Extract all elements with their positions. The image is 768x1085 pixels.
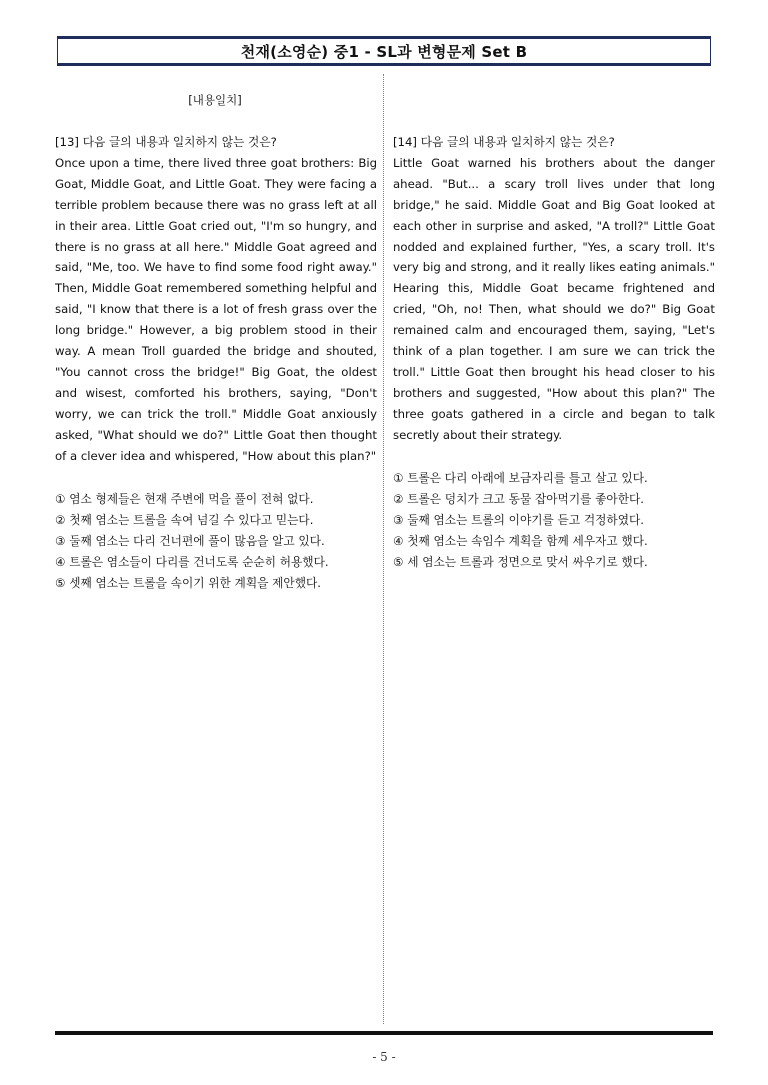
footer-rule bbox=[55, 1031, 713, 1035]
choice-13-1: ① 염소 형제들은 현재 주변에 먹을 풀이 전혀 없다. bbox=[55, 491, 314, 506]
question-14-heading: [14] 다음 글의 내용과 일치하지 않는 것은? bbox=[393, 135, 615, 149]
choice-14-2: ② 트롤은 덩치가 크고 동물 잡아먹기를 좋아한다. bbox=[393, 491, 644, 506]
section-label: [내용일치] bbox=[188, 93, 242, 107]
question-13-choices bbox=[55, 489, 377, 594]
question-13-heading: [13] 다음 글의 내용과 일치하지 않는 것은? bbox=[55, 135, 277, 149]
choice-13-2: ② 첫째 염소는 트롤을 속여 넘길 수 있다고 믿는다. bbox=[55, 512, 314, 527]
choice-13-3: ③ 둘째 염소는 다리 건너편에 풀이 많음을 알고 있다. bbox=[55, 533, 325, 548]
header-title: 천재(소영순) 중1 - SL과 변형문제 Set B bbox=[240, 42, 528, 61]
question-14-choices bbox=[393, 468, 715, 573]
question-13-passage: Once upon a time, there lived three goat brothers: Big Goat, Middle Goat, and Little Goat. They were facing a terrible problem because there was no grass left at all in their area. Little Goat cried out, "I'm so hungry, and there is no grass at all here." Middle Goat agreed and said, "Me, too. We have to find some food right away." Then, Middle Goat remembered something helpful and said, "I know that there is a lot of fresh grass over the long bridge." However, a big problem stood in their way. A mean Troll guarded the bridge and shouted, "You cannot cross the bridge!" Big Goat, the oldest and wisest, comforted his brothers, saying, "Don't worry, we can trick the troll." Middle Goat anxiously asked, "What should we do?" Little Goat then thought of a clever idea and whispered, "How about this plan?" bbox=[55, 155, 377, 463]
page-number: - 5 - bbox=[372, 1050, 396, 1064]
choice-14-5: ⑤ 세 염소는 트롤과 정면으로 맞서 싸우기로 했다. bbox=[393, 554, 648, 569]
choice-13-4: ④ 트롤은 염소들이 다리를 건너도록 순순히 허용했다. bbox=[55, 554, 329, 569]
left-column bbox=[55, 132, 377, 594]
choice-14-4: ④ 첫째 염소는 속임수 계획을 함께 세우자고 했다. bbox=[393, 533, 648, 548]
page-header bbox=[57, 36, 711, 66]
choice-13-5: ⑤ 셋째 염소는 트롤을 속이기 위한 계획을 제안했다. bbox=[55, 575, 322, 590]
question-14-passage: Little Goat warned his brothers about the danger ahead. "But... a scary troll lives under that long bridge," he said. Middle Goat and Big Goat looked at each other in surprise and asked, "A troll?" Little Goat nodded and explained further, "Yes, a scary troll. It's very big and strong, and it really likes eating animals." Hearing this, Middle Goat became frightened and cried, "Oh, no! Then, what should we do?" Big Goat remained calm and encouraged them, saying, "Let's think of a plan together. I am sure we can trick the troll." Little Goat then brought his head closer to his brothers and suggested, "How about this plan?" The three goats gathered in a circle and began to talk secretly about their strategy. bbox=[393, 155, 715, 442]
right-column bbox=[393, 132, 715, 573]
choice-14-1: ① 트롤은 다리 아래에 보금자리를 틀고 살고 있다. bbox=[393, 470, 648, 485]
choice-14-3: ③ 둘째 염소는 트롤의 이야기를 듣고 걱정하였다. bbox=[393, 512, 644, 527]
column-divider bbox=[383, 74, 384, 1024]
